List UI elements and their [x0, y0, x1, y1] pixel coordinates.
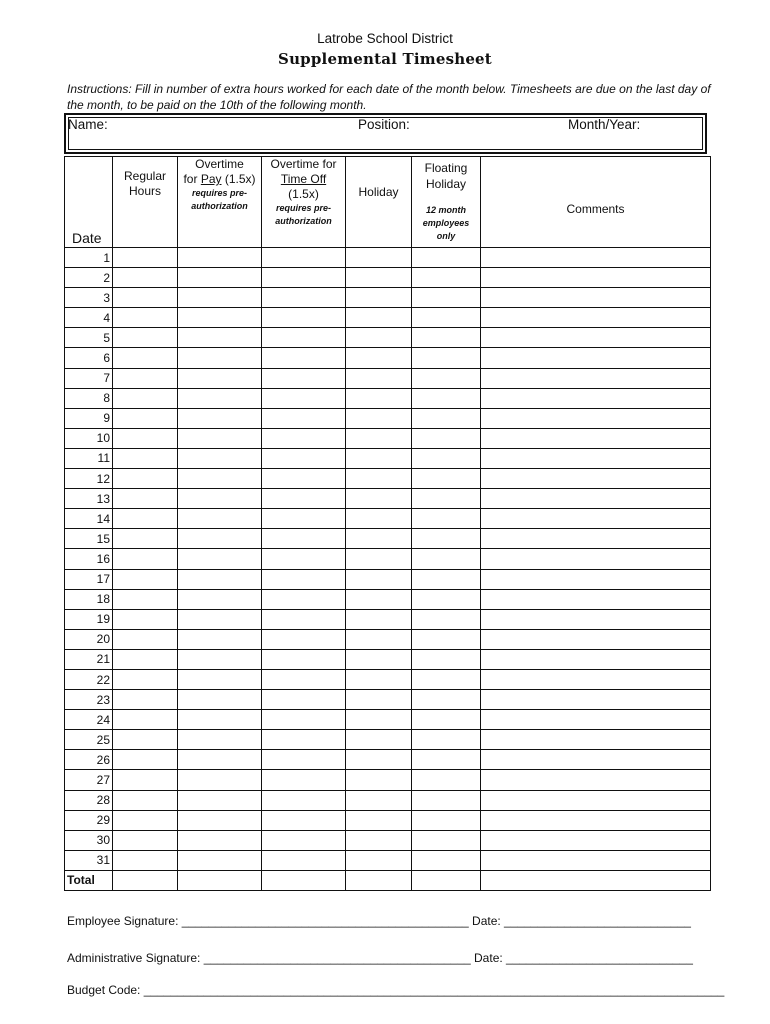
table-row [65, 730, 711, 750]
floating-holiday-cell[interactable] [412, 529, 481, 549]
overtime-timeoff-header [262, 157, 346, 248]
date-cell: 22 [65, 669, 113, 689]
holiday-cell[interactable] [346, 710, 412, 730]
floating-holiday-cell[interactable] [412, 388, 481, 408]
regular-hours-cell[interactable] [113, 730, 178, 750]
floating-holiday-cell[interactable] [412, 790, 481, 810]
overtime-pay-line1: Overtime [195, 157, 244, 171]
date-cell: 20 [65, 629, 113, 649]
regular-hours-cell[interactable] [113, 810, 178, 830]
overtime-pay-cell[interactable] [178, 589, 262, 609]
regular-hours-cell[interactable] [113, 649, 178, 669]
table-row [65, 328, 711, 348]
overtime-timeoff-cell[interactable] [262, 790, 346, 810]
floating-holiday-cell[interactable] [412, 268, 481, 288]
floating-holiday-cell[interactable] [412, 649, 481, 669]
comments-cell[interactable] [481, 448, 711, 468]
month-year-label: Month/Year: [568, 117, 641, 132]
overtime-pay-cell[interactable] [178, 710, 262, 730]
overtime-timeoff-line3: (1.5x) [288, 187, 319, 201]
regular-hours-cell[interactable] [113, 469, 178, 489]
overtime-pay-cell[interactable] [178, 308, 262, 328]
regular-hours-cell[interactable] [113, 388, 178, 408]
date-cell: 4 [65, 308, 113, 328]
table-row [65, 790, 711, 810]
comments-cell[interactable] [481, 368, 711, 388]
table-row [65, 368, 711, 388]
holiday-cell[interactable] [346, 870, 412, 890]
overtime-timeoff-cell[interactable] [262, 649, 346, 669]
floating-holiday-cell[interactable] [412, 348, 481, 368]
date-cell: 15 [65, 529, 113, 549]
floating-holiday-cell[interactable] [412, 770, 481, 790]
table-row [65, 509, 711, 529]
date-cell: 19 [65, 609, 113, 629]
page-title: Supplemental Timesheet [278, 50, 492, 68]
overtime-timeoff-cell[interactable] [262, 690, 346, 710]
comments-cell[interactable] [481, 549, 711, 569]
floating-holiday-cell[interactable] [412, 750, 481, 770]
comments-cell[interactable] [481, 428, 711, 448]
holiday-cell[interactable] [346, 649, 412, 669]
date-cell: 2 [65, 268, 113, 288]
regular-hours-cell[interactable] [113, 830, 178, 850]
comments-cell[interactable] [481, 609, 711, 629]
overtime-timeoff-cell[interactable] [262, 810, 346, 830]
budget-code-line[interactable]: Budget Code: _______________________________________________________________________________________ [67, 983, 725, 997]
date-header-label: Date [72, 230, 102, 246]
comments-cell[interactable] [481, 629, 711, 649]
overtime-timeoff-cell[interactable] [262, 489, 346, 509]
comments-label: Comments [566, 202, 625, 216]
date-cell: 9 [65, 408, 113, 428]
regular-hours-cell[interactable] [113, 529, 178, 549]
regular-hours-cell[interactable] [113, 348, 178, 368]
employee-info-box[interactable] [64, 113, 707, 154]
regular-hours-cell[interactable] [113, 569, 178, 589]
overtime-timeoff-cell[interactable] [262, 448, 346, 468]
regular-hours-cell[interactable] [113, 770, 178, 790]
regular-hours-cell[interactable] [113, 669, 178, 689]
holiday-cell[interactable] [346, 428, 412, 448]
overtime-pay-note: requires pre-authorization [191, 188, 248, 211]
floating-holiday-cell[interactable] [412, 408, 481, 428]
overtime-pay-cell[interactable] [178, 549, 262, 569]
holiday-cell[interactable] [346, 730, 412, 750]
overtime-timeoff-cell[interactable] [262, 248, 346, 268]
table-row [65, 810, 711, 830]
overtime-pay-cell[interactable] [178, 348, 262, 368]
date-cell: 11 [65, 448, 113, 468]
holiday-cell[interactable] [346, 810, 412, 830]
holiday-cell[interactable] [346, 770, 412, 790]
comments-cell[interactable] [481, 489, 711, 509]
date-cell: 16 [65, 549, 113, 569]
overtime-timeoff-cell[interactable] [262, 288, 346, 308]
overtime-timeoff-cell[interactable] [262, 408, 346, 428]
date-cell: 31 [65, 850, 113, 870]
floating-holiday-cell[interactable] [412, 368, 481, 388]
date-cell: 25 [65, 730, 113, 750]
overtime-timeoff-cell[interactable] [262, 529, 346, 549]
regular-hours-cell[interactable] [113, 248, 178, 268]
overtime-timeoff-cell[interactable] [262, 268, 346, 288]
overtime-timeoff-cell[interactable] [262, 388, 346, 408]
overtime-timeoff-cell[interactable] [262, 750, 346, 770]
regular-hours-cell[interactable] [113, 710, 178, 730]
comments-cell[interactable] [481, 710, 711, 730]
table-row [65, 308, 711, 328]
overtime-timeoff-cell[interactable] [262, 469, 346, 489]
position-label: Position: [358, 117, 410, 132]
comments-cell[interactable] [481, 830, 711, 850]
regular-hours-cell[interactable] [113, 448, 178, 468]
comments-cell[interactable] [481, 870, 711, 890]
holiday-cell[interactable] [346, 569, 412, 589]
overtime-timeoff-cell[interactable] [262, 328, 346, 348]
overtime-timeoff-cell[interactable] [262, 770, 346, 790]
overtime-timeoff-line2: Time Off [280, 172, 327, 186]
comments-cell[interactable] [481, 248, 711, 268]
overtime-pay-cell[interactable] [178, 569, 262, 589]
holiday-cell[interactable] [346, 469, 412, 489]
overtime-timeoff-cell[interactable] [262, 629, 346, 649]
overtime-timeoff-cell[interactable] [262, 509, 346, 529]
date-cell: 18 [65, 589, 113, 609]
date-cell: 29 [65, 810, 113, 830]
regular-hours-cell[interactable] [113, 609, 178, 629]
date-cell: 13 [65, 489, 113, 509]
comments-cell[interactable] [481, 348, 711, 368]
floating-holiday-cell[interactable] [412, 669, 481, 689]
date-cell: 21 [65, 649, 113, 669]
comments-cell[interactable] [481, 810, 711, 830]
holiday-cell[interactable] [346, 609, 412, 629]
overtime-timeoff-cell[interactable] [262, 428, 346, 448]
date-cell: 26 [65, 750, 113, 770]
holiday-cell[interactable] [346, 368, 412, 388]
table-row [65, 690, 711, 710]
overtime-pay-cell[interactable] [178, 288, 262, 308]
date-cell: 5 [65, 328, 113, 348]
comments-cell[interactable] [481, 750, 711, 770]
floating-holiday-header [412, 157, 481, 248]
comments-cell[interactable] [481, 730, 711, 750]
regular-hours-cell[interactable] [113, 870, 178, 890]
comments-cell[interactable] [481, 589, 711, 609]
instructions-text: Instructions: Fill in number of extra hours worked for each date of the month below. Timesheets are due on the last day of the month, to be paid on the 10th of the following month. [67, 82, 711, 112]
holiday-cell[interactable] [346, 248, 412, 268]
comments-cell[interactable] [481, 850, 711, 870]
comments-cell[interactable] [481, 288, 711, 308]
comments-cell[interactable] [481, 690, 711, 710]
floating-holiday-cell[interactable] [412, 489, 481, 509]
holiday-cell[interactable] [346, 850, 412, 870]
employee-signature-line[interactable]: Employee Signature: ___________________________________________ Date: ____________________________ [67, 914, 691, 928]
overtime-timeoff-note: requires pre-authorization [275, 203, 332, 226]
date-header [65, 157, 113, 248]
comments-cell[interactable] [481, 308, 711, 328]
district-name: Latrobe School District [317, 31, 453, 46]
date-cell: Total [65, 870, 113, 890]
holiday-cell[interactable] [346, 308, 412, 328]
holiday-cell[interactable] [346, 790, 412, 810]
table-row [65, 348, 711, 368]
overtime-pay-cell[interactable] [178, 388, 262, 408]
table-row [65, 649, 711, 669]
overtime-timeoff-cell[interactable] [262, 669, 346, 689]
floating-holiday-cell[interactable] [412, 830, 481, 850]
overtime-pay-cell[interactable] [178, 469, 262, 489]
overtime-pay-cell[interactable] [178, 529, 262, 549]
holiday-cell[interactable] [346, 448, 412, 468]
floating-holiday-cell[interactable] [412, 509, 481, 529]
overtime-timeoff-cell[interactable] [262, 850, 346, 870]
floating-holiday-cell[interactable] [412, 810, 481, 830]
regular-hours-cell[interactable] [113, 690, 178, 710]
floating-holiday-cell[interactable] [412, 850, 481, 870]
holiday-cell[interactable] [346, 549, 412, 569]
holiday-cell[interactable] [346, 629, 412, 649]
floating-holiday-cell[interactable] [412, 629, 481, 649]
holiday-cell[interactable] [346, 348, 412, 368]
overtime-pay-cell[interactable] [178, 268, 262, 288]
table-row [65, 850, 711, 870]
table-row [65, 529, 711, 549]
regular-hours-cell[interactable] [113, 790, 178, 810]
table-row [65, 609, 711, 629]
comments-cell[interactable] [481, 770, 711, 790]
holiday-cell[interactable] [346, 328, 412, 348]
table-row [65, 388, 711, 408]
date-cell: 12 [65, 469, 113, 489]
overtime-pay-cell[interactable] [178, 830, 262, 850]
overtime-timeoff-line1: Overtime for [270, 157, 337, 171]
date-cell: 14 [65, 509, 113, 529]
date-cell: 17 [65, 569, 113, 589]
floating-holiday-cell[interactable] [412, 690, 481, 710]
floating-holiday-cell[interactable] [412, 248, 481, 268]
overtime-pay-cell[interactable] [178, 730, 262, 750]
table-row [65, 469, 711, 489]
comments-cell[interactable] [481, 408, 711, 428]
floating-holiday-cell[interactable] [412, 448, 481, 468]
floating-holiday-cell[interactable] [412, 710, 481, 730]
regular-hours-cell[interactable] [113, 489, 178, 509]
overtime-pay-cell[interactable] [178, 850, 262, 870]
overtime-pay-cell[interactable] [178, 248, 262, 268]
holiday-cell[interactable] [346, 288, 412, 308]
date-cell: 8 [65, 388, 113, 408]
holiday-cell[interactable] [346, 669, 412, 689]
table-row [65, 428, 711, 448]
overtime-timeoff-cell[interactable] [262, 368, 346, 388]
table-row [65, 770, 711, 790]
regular-hours-header [113, 157, 178, 248]
overtime-pay-cell[interactable] [178, 770, 262, 790]
comments-cell[interactable] [481, 649, 711, 669]
name-label: Name: [68, 117, 108, 132]
overtime-pay-cell[interactable] [178, 750, 262, 770]
holiday-cell[interactable] [346, 830, 412, 850]
comments-cell[interactable] [481, 529, 711, 549]
regular-hours-cell[interactable] [113, 268, 178, 288]
overtime-pay-cell[interactable] [178, 509, 262, 529]
comments-cell[interactable] [481, 469, 711, 489]
holiday-cell[interactable] [346, 268, 412, 288]
overtime-pay-cell[interactable] [178, 448, 262, 468]
table-header-row [65, 157, 711, 248]
regular-hours-cell[interactable] [113, 368, 178, 388]
date-cell: 30 [65, 830, 113, 850]
date-cell: 23 [65, 690, 113, 710]
overtime-pay-cell[interactable] [178, 870, 262, 890]
overtime-timeoff-cell[interactable] [262, 308, 346, 328]
overtime-timeoff-cell[interactable] [262, 569, 346, 589]
comments-cell[interactable] [481, 569, 711, 589]
overtime-timeoff-cell[interactable] [262, 710, 346, 730]
floating-holiday-cell[interactable] [412, 288, 481, 308]
holiday-cell[interactable] [346, 408, 412, 428]
overtime-timeoff-cell[interactable] [262, 830, 346, 850]
date-cell: 7 [65, 368, 113, 388]
comments-cell[interactable] [481, 328, 711, 348]
overtime-pay-line2: for Pay (1.5x) [183, 172, 256, 186]
regular-hours-cell[interactable] [113, 288, 178, 308]
regular-hours-cell[interactable] [113, 589, 178, 609]
table-row [65, 248, 711, 268]
holiday-label: Holiday [358, 185, 399, 199]
floating-holiday-cell[interactable] [412, 589, 481, 609]
table-row [65, 549, 711, 569]
overtime-timeoff-cell[interactable] [262, 589, 346, 609]
overtime-pay-cell[interactable] [178, 649, 262, 669]
table-row [65, 288, 711, 308]
floating-holiday-cell[interactable] [412, 870, 481, 890]
floating-holiday-label: Floating Holiday [424, 161, 468, 191]
table-row [65, 408, 711, 428]
date-cell: 3 [65, 288, 113, 308]
overtime-pay-cell[interactable] [178, 609, 262, 629]
holiday-cell[interactable] [346, 690, 412, 710]
floating-holiday-cell[interactable] [412, 469, 481, 489]
date-cell: 27 [65, 770, 113, 790]
regular-hours-cell[interactable] [113, 408, 178, 428]
table-row [65, 589, 711, 609]
overtime-pay-cell[interactable] [178, 368, 262, 388]
floating-holiday-note: 12 month employees only [422, 205, 470, 241]
overtime-timeoff-cell[interactable] [262, 549, 346, 569]
overtime-pay-cell[interactable] [178, 428, 262, 448]
overtime-pay-cell[interactable] [178, 790, 262, 810]
date-cell: 24 [65, 710, 113, 730]
regular-hours-cell[interactable] [113, 549, 178, 569]
regular-hours-cell[interactable] [113, 428, 178, 448]
overtime-timeoff-cell[interactable] [262, 870, 346, 890]
overtime-pay-cell[interactable] [178, 669, 262, 689]
table-row [65, 750, 711, 770]
table-row [65, 448, 711, 468]
holiday-cell[interactable] [346, 750, 412, 770]
regular-hours-cell[interactable] [113, 750, 178, 770]
regular-hours-cell[interactable] [113, 850, 178, 870]
floating-holiday-cell[interactable] [412, 328, 481, 348]
floating-holiday-cell[interactable] [412, 609, 481, 629]
table-row [65, 569, 711, 589]
comments-cell[interactable] [481, 268, 711, 288]
table-row [65, 710, 711, 730]
overtime-timeoff-cell[interactable] [262, 609, 346, 629]
table-row [65, 268, 711, 288]
floating-holiday-cell[interactable] [412, 730, 481, 750]
total-row [65, 870, 711, 890]
table-row [65, 669, 711, 689]
comments-header [481, 157, 711, 248]
overtime-pay-cell[interactable] [178, 408, 262, 428]
overtime-pay-cell[interactable] [178, 690, 262, 710]
regular-hours-label: Regular Hours [123, 169, 167, 198]
overtime-pay-cell[interactable] [178, 489, 262, 509]
floating-holiday-cell[interactable] [412, 549, 481, 569]
overtime-pay-header [178, 157, 262, 248]
regular-hours-cell[interactable] [113, 629, 178, 649]
holiday-cell[interactable] [346, 509, 412, 529]
regular-hours-cell[interactable] [113, 308, 178, 328]
overtime-pay-cell[interactable] [178, 810, 262, 830]
comments-cell[interactable] [481, 509, 711, 529]
table-row [65, 830, 711, 850]
date-cell: 28 [65, 790, 113, 810]
comments-cell[interactable] [481, 388, 711, 408]
holiday-cell[interactable] [346, 489, 412, 509]
overtime-timeoff-cell[interactable] [262, 730, 346, 750]
overtime-pay-cell[interactable] [178, 629, 262, 649]
administrative-signature-line[interactable]: Administrative Signature: ________________________________________ Date: ____________________________ [67, 951, 693, 965]
regular-hours-cell[interactable] [113, 509, 178, 529]
floating-holiday-cell[interactable] [412, 428, 481, 448]
comments-cell[interactable] [481, 790, 711, 810]
table-row [65, 489, 711, 509]
floating-holiday-cell[interactable] [412, 308, 481, 328]
comments-cell[interactable] [481, 669, 711, 689]
regular-hours-cell[interactable] [113, 328, 178, 348]
holiday-header [346, 157, 412, 248]
table-row [65, 629, 711, 649]
overtime-pay-cell[interactable] [178, 328, 262, 348]
overtime-timeoff-cell[interactable] [262, 348, 346, 368]
date-cell: 1 [65, 248, 113, 268]
holiday-cell[interactable] [346, 589, 412, 609]
date-cell: 6 [65, 348, 113, 368]
date-cell: 10 [65, 428, 113, 448]
floating-holiday-cell[interactable] [412, 569, 481, 589]
holiday-cell[interactable] [346, 529, 412, 549]
timesheet-table [64, 156, 711, 891]
holiday-cell[interactable] [346, 388, 412, 408]
